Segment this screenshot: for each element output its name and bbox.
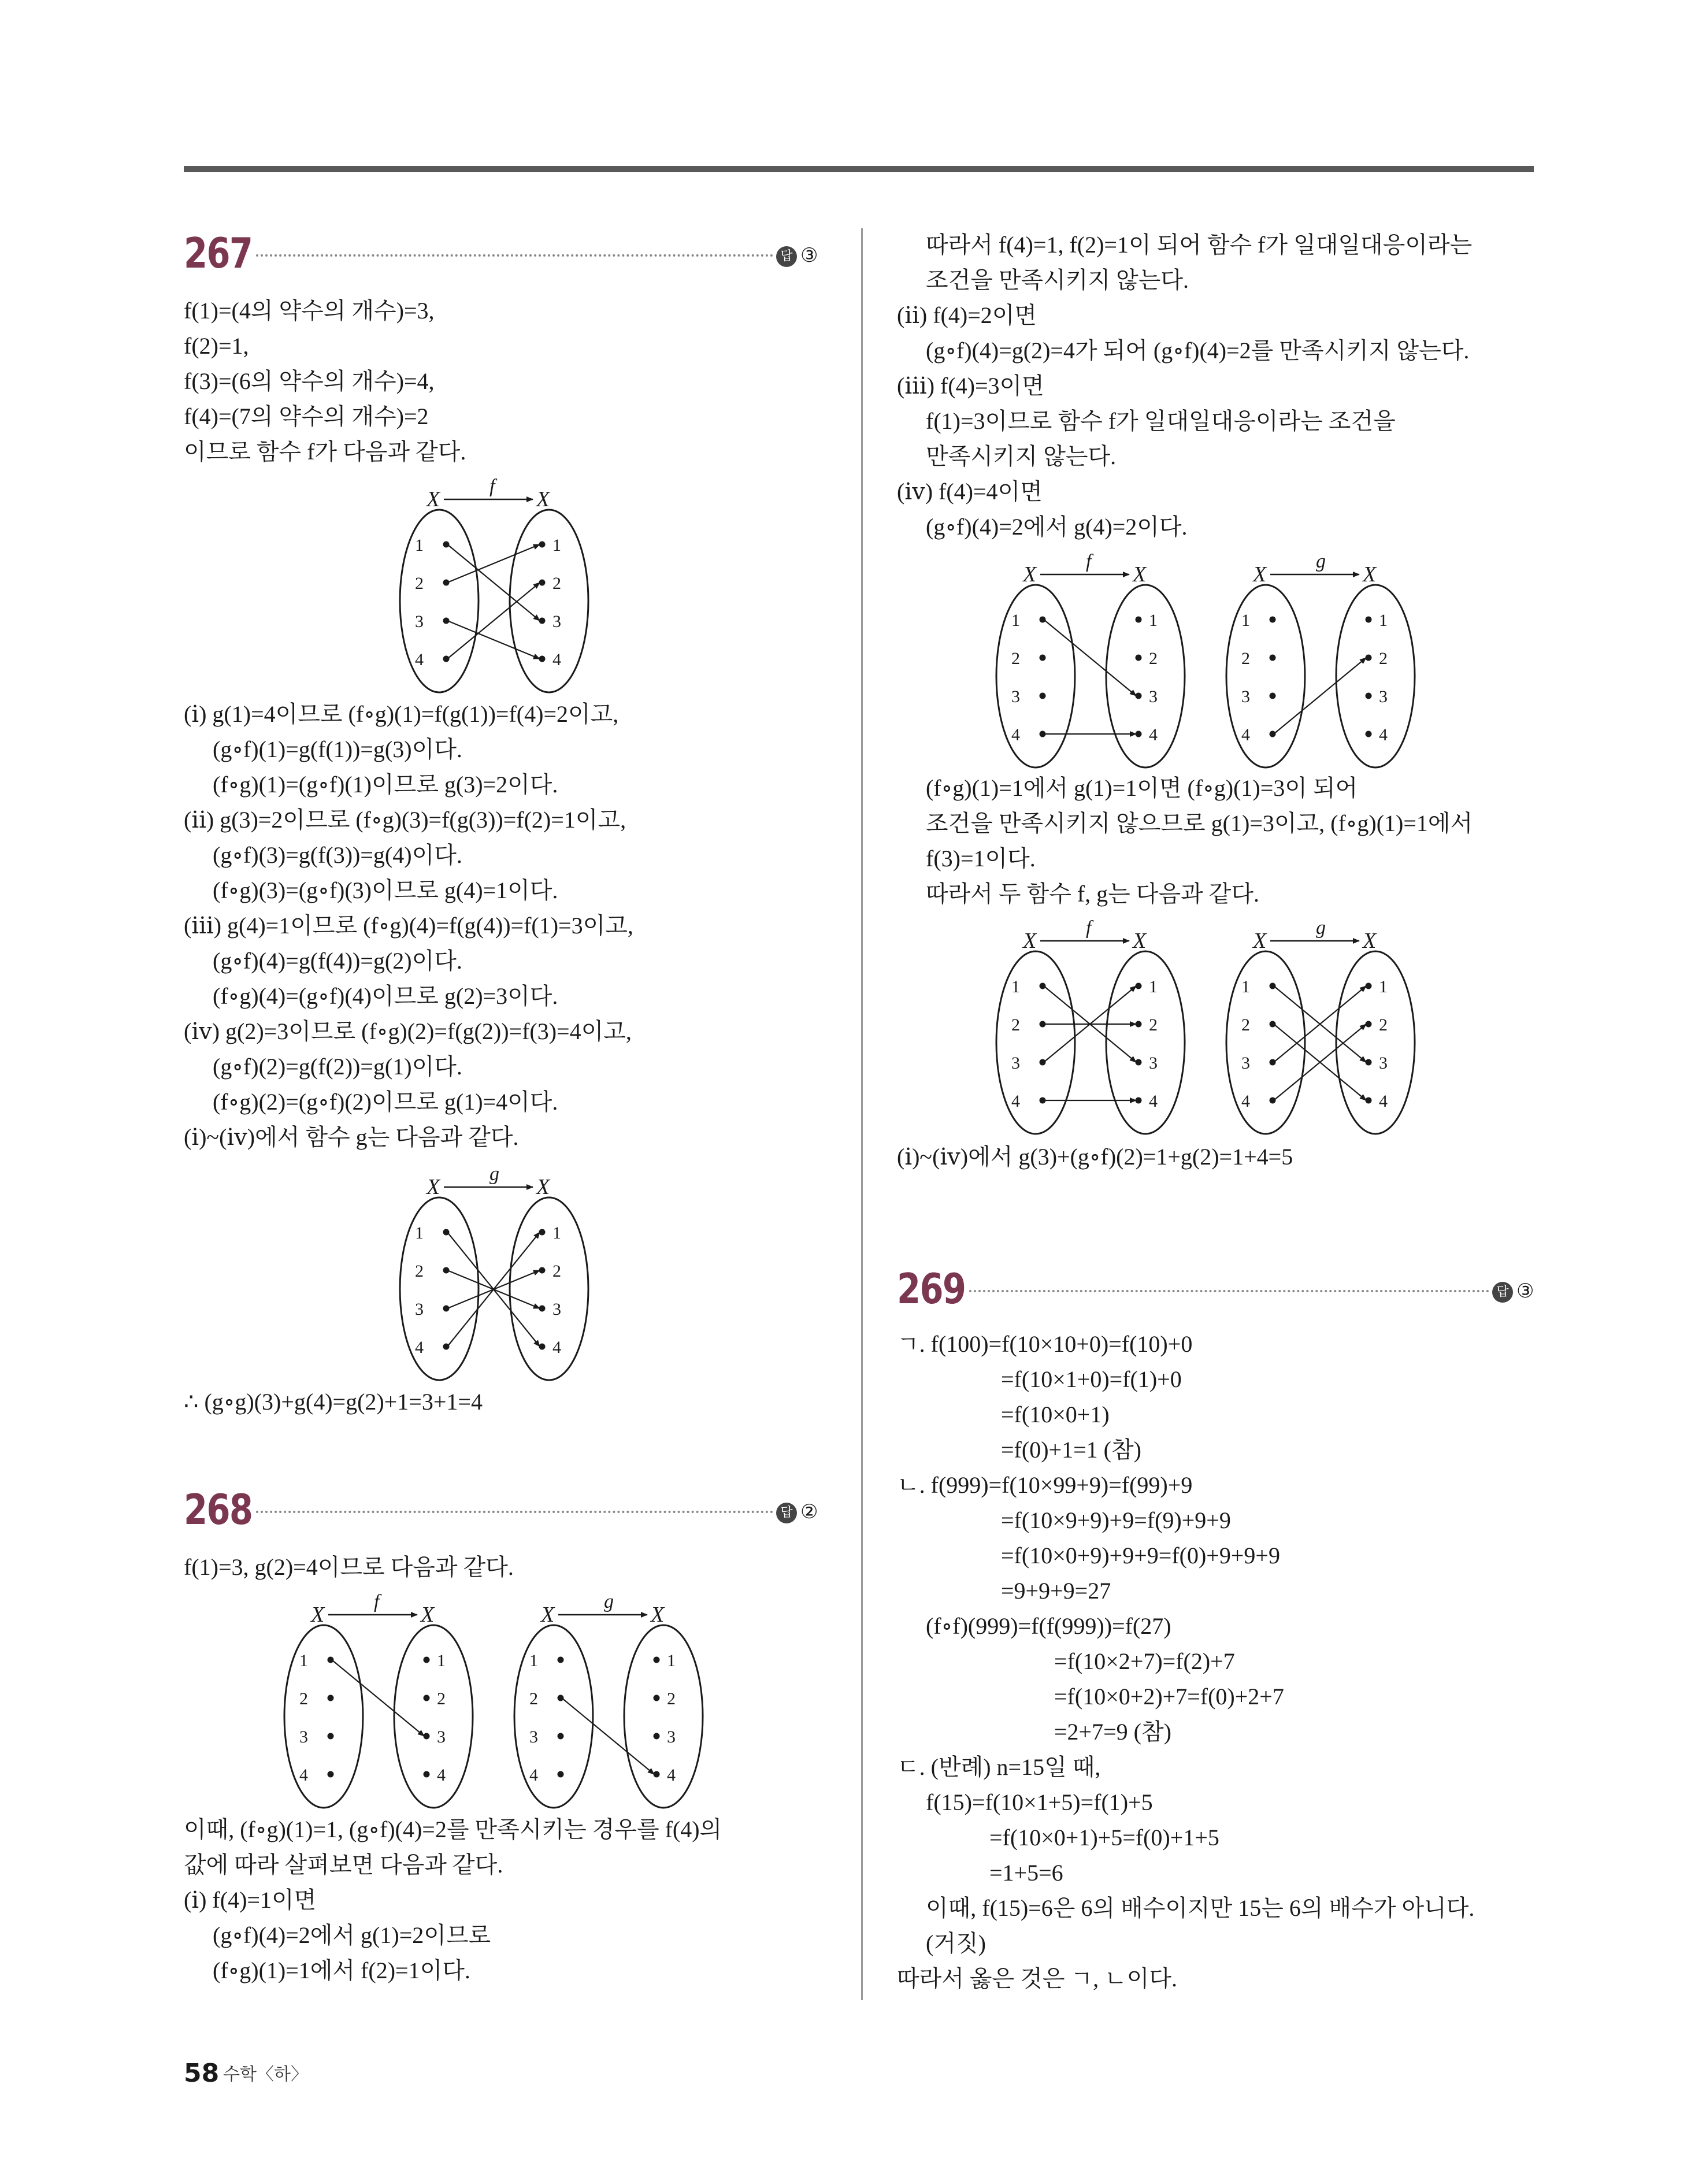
- domain-element-label: 3: [415, 1300, 424, 1319]
- problem-269-line: ㄷ. (반례) n=15일 때,: [897, 1754, 1101, 1780]
- domain-element-label: 2: [1241, 649, 1250, 668]
- problem-268-line: 값에 따라 살펴보면 다음과 같다.: [184, 1852, 503, 1878]
- problem-268-line: (f∘g)(1)=1에서 g(1)=1이면 (f∘g)(1)=3이 되어: [926, 775, 1358, 801]
- codomain-element-label: 2: [1149, 1015, 1158, 1034]
- problem-269-dots: [969, 1290, 1489, 1292]
- domain-element-label: 1: [1241, 977, 1250, 996]
- mapping-diagram-268-g-1: [513, 1590, 721, 1810]
- domain-element-label: 3: [415, 612, 424, 631]
- codomain-point: [1366, 1059, 1372, 1066]
- problem-267-number: 267: [184, 229, 253, 277]
- codomain-point: [1366, 731, 1372, 737]
- domain-set-label: X: [1023, 562, 1037, 587]
- codomain-set-ellipse: [510, 510, 588, 692]
- domain-set-label: X: [311, 1603, 325, 1627]
- codomain-element-label: 3: [1379, 687, 1388, 706]
- codomain-set-ellipse: [1336, 585, 1415, 767]
- problem-268-line: f(1)=3, g(2)=4이므로 다음과 같다.: [184, 1554, 514, 1580]
- codomain-point: [1136, 655, 1142, 661]
- domain-element-label: 2: [529, 1689, 538, 1708]
- domain-point: [1270, 1059, 1276, 1066]
- domain-element-label: 1: [1241, 611, 1250, 630]
- codomain-point: [424, 1657, 430, 1663]
- domain-element-label: 1: [1011, 611, 1020, 630]
- codomain-set-label: X: [1133, 929, 1147, 953]
- problem-267-line: (g∘f)(2)=g(f(2))=g(1)이다.: [213, 1054, 462, 1080]
- top-rule: [184, 166, 1534, 172]
- domain-element-label: 4: [1011, 725, 1020, 744]
- problem-267-line: f(3)=(6의 약수의 개수)=4,: [184, 368, 435, 394]
- codomain-point: [539, 1267, 546, 1274]
- codomain-point: [1366, 693, 1372, 699]
- problem-268-number: 268: [184, 1485, 253, 1534]
- codomain-element-label: 1: [667, 1651, 676, 1670]
- problem-269-line: =f(10×0+1)+5=f(0)+1+5: [989, 1825, 1219, 1851]
- codomain-point: [1136, 693, 1142, 699]
- codomain-point: [654, 1657, 660, 1663]
- function-label: g: [604, 1591, 614, 1612]
- codomain-element-label: 4: [1149, 1092, 1158, 1111]
- problem-267-line: (ⅱ) g(3)=2이므로 (f∘g)(3)=f(g(3))=f(2)=1이고,: [184, 807, 626, 833]
- codomain-point: [1136, 1097, 1142, 1104]
- answer-value: ③: [800, 244, 818, 267]
- domain-point: [558, 1657, 564, 1663]
- problem-269-line: ㄱ. f(100)=f(10×10+0)=f(10)+0: [897, 1331, 1193, 1357]
- codomain-point: [1136, 731, 1142, 737]
- codomain-set-ellipse: [1106, 585, 1185, 767]
- codomain-point: [654, 1695, 660, 1701]
- problem-269-line: 따라서 옳은 것은 ㄱ, ㄴ이다.: [897, 1966, 1178, 1992]
- problem-268-line: 만족시키지 않는다.: [926, 443, 1117, 469]
- domain-point: [1040, 1059, 1046, 1066]
- mapping-diagram-268-f-3: [995, 917, 1203, 1136]
- mapping-arrow: [562, 1698, 654, 1774]
- domain-element-label: 4: [1241, 1092, 1250, 1111]
- problem-267-answer: [776, 243, 818, 268]
- codomain-point: [1366, 1021, 1372, 1028]
- codomain-element-label: 4: [667, 1766, 676, 1785]
- domain-element-label: 2: [1011, 1015, 1020, 1034]
- codomain-element-label: 2: [1379, 649, 1388, 668]
- problem-268-conclusion: (ⅰ)~(ⅳ)에서 g(3)+(g∘f)(2)=1+g(2)=1+4=5: [897, 1144, 1293, 1170]
- codomain-element-label: 2: [552, 1262, 561, 1281]
- problem-268-line: (f∘g)(1)=1에서 f(2)=1이다.: [213, 1957, 470, 1983]
- mapping-arrow: [447, 583, 540, 659]
- codomain-set-ellipse: [510, 1197, 588, 1380]
- codomain-point: [1366, 983, 1372, 989]
- problem-269-answer: [1492, 1278, 1534, 1304]
- problem-267-line: (f∘g)(4)=(g∘f)(4)이므로 g(2)=3이다.: [213, 983, 558, 1009]
- domain-point: [558, 1733, 564, 1740]
- problem-269-line: f(15)=f(10×1+5)=f(1)+5: [926, 1789, 1153, 1815]
- domain-point: [1040, 983, 1046, 989]
- codomain-element-label: 1: [437, 1651, 446, 1670]
- domain-element-label: 4: [299, 1766, 308, 1785]
- codomain-point: [539, 1344, 546, 1350]
- problem-268-line: 조건을 만족시키지 않는다.: [926, 267, 1189, 293]
- codomain-element-label: 1: [1149, 611, 1158, 630]
- mapping-arrow: [447, 544, 540, 621]
- domain-point: [328, 1657, 334, 1663]
- codomain-element-label: 2: [667, 1689, 676, 1708]
- codomain-element-label: 4: [437, 1766, 446, 1785]
- domain-point: [443, 542, 450, 548]
- problem-267-line: (ⅰ) g(1)=4이므로 (f∘g)(1)=f(g(1))=f(4)=2이고,: [184, 701, 619, 727]
- domain-point: [328, 1771, 334, 1778]
- domain-set-ellipse: [996, 585, 1075, 767]
- problem-268-line: (ⅲ) f(4)=3이면: [897, 373, 1044, 399]
- domain-point: [1270, 1097, 1276, 1104]
- mapping-arrow: [447, 544, 540, 583]
- codomain-element-label: 4: [1379, 1092, 1388, 1111]
- codomain-set-ellipse: [394, 1625, 473, 1808]
- function-label: f: [1086, 551, 1092, 572]
- domain-element-label: 4: [415, 1338, 424, 1357]
- problem-269-line: =f(10×2+7)=f(2)+7: [1054, 1648, 1235, 1674]
- codomain-point: [539, 1229, 546, 1236]
- codomain-point: [1136, 1059, 1142, 1066]
- codomain-set-label: X: [421, 1603, 435, 1627]
- codomain-point: [1136, 1021, 1142, 1028]
- domain-set-label: X: [1253, 929, 1267, 953]
- problem-268-line: (g∘f)(4)=2에서 g(4)=2이다.: [926, 514, 1188, 540]
- codomain-element-label: 2: [552, 574, 561, 593]
- codomain-element-label: 1: [552, 536, 561, 555]
- domain-point: [1270, 693, 1276, 699]
- codomain-element-label: 2: [1379, 1015, 1388, 1034]
- problem-268-line: (g∘f)(4)=g(2)=4가 되어 (g∘f)(4)=2를 만족시키지 않는다.: [926, 338, 1470, 364]
- problem-268-line: 조건을 만족시키지 않으므로 g(1)=3이고, (f∘g)(1)=1에서: [926, 810, 1473, 836]
- domain-element-label: 3: [1241, 687, 1250, 706]
- page-number: 58: [184, 2059, 220, 2088]
- domain-element-label: 1: [415, 536, 424, 555]
- mapping-diagram-267-g: [399, 1163, 607, 1382]
- codomain-set-ellipse: [1336, 951, 1415, 1134]
- mapping-arrow: [447, 621, 540, 659]
- codomain-point: [1366, 1097, 1372, 1104]
- domain-element-label: 4: [415, 650, 424, 669]
- domain-set-ellipse: [400, 510, 479, 692]
- problem-267-line: (f∘g)(2)=(g∘f)(2)이므로 g(1)=4이다.: [213, 1089, 558, 1115]
- domain-element-label: 1: [299, 1651, 308, 1670]
- domain-element-label: 3: [1241, 1054, 1250, 1073]
- problem-268-line: (ⅰ) f(4)=1이면: [184, 1887, 317, 1913]
- domain-element-label: 2: [415, 574, 424, 593]
- mapping-diagram-268-g-2: [1225, 550, 1433, 770]
- function-label: g: [489, 1163, 499, 1185]
- problem-269-line: =f(10×0+9)+9+9=f(0)+9+9+9: [1001, 1542, 1280, 1569]
- domain-point: [1270, 617, 1276, 623]
- answer-mark-icon: 답: [776, 1503, 797, 1523]
- domain-point: [1040, 655, 1046, 661]
- domain-element-label: 2: [299, 1689, 308, 1708]
- problem-268-line: 따라서 두 함수 f, g는 다음과 같다.: [926, 881, 1259, 907]
- problem-267-line: (ⅲ) g(4)=1이므로 (f∘g)(4)=f(g(4))=f(1)=3이고,: [184, 913, 633, 939]
- problem-268-line: (ⅳ) f(4)=4이면: [897, 479, 1043, 505]
- domain-element-label: 4: [529, 1766, 538, 1785]
- domain-point: [1270, 983, 1276, 989]
- domain-point: [443, 656, 450, 662]
- function-label: f: [374, 1591, 380, 1612]
- problem-267-conclusion: ∴ (g∘g)(3)+g(4)=g(2)+1=3+1=4: [184, 1389, 483, 1415]
- codomain-element-label: 3: [1149, 1054, 1158, 1073]
- codomain-element-label: 1: [552, 1223, 561, 1243]
- mapping-diagram-268-g-3: [1225, 917, 1433, 1136]
- problem-269-line: =9+9+9=27: [1001, 1578, 1111, 1604]
- codomain-element-label: 2: [437, 1689, 446, 1708]
- problem-268-line: f(1)=3이므로 함수 f가 일대일대응이라는 조건을: [926, 408, 1396, 434]
- domain-set-label: X: [426, 1175, 440, 1199]
- problem-267-line: (g∘f)(1)=g(f(1))=g(3)이다.: [213, 736, 462, 762]
- codomain-set-label: X: [536, 487, 550, 511]
- codomain-element-label: 3: [667, 1727, 676, 1747]
- codomain-element-label: 1: [1379, 977, 1388, 996]
- problem-267-line: (f∘g)(1)=(g∘f)(1)이므로 g(3)=2이다.: [213, 772, 558, 798]
- domain-element-label: 3: [529, 1727, 538, 1747]
- domain-set-ellipse: [1226, 585, 1305, 767]
- codomain-element-label: 1: [1379, 611, 1388, 630]
- problem-268-line: 따라서 f(4)=1, f(2)=1이 되어 함수 f가 일대일대응이라는: [926, 232, 1473, 258]
- function-label: g: [1316, 551, 1326, 572]
- problem-269-line: (f∘f)(999)=f(f(999))=f(27): [926, 1613, 1171, 1639]
- domain-point: [1040, 693, 1046, 699]
- codomain-point: [1136, 983, 1142, 989]
- mapping-arrow: [332, 1660, 424, 1736]
- domain-set-label: X: [1023, 929, 1037, 953]
- codomain-element-label: 3: [552, 1300, 561, 1319]
- codomain-point: [654, 1771, 660, 1778]
- domain-element-label: 2: [1011, 649, 1020, 668]
- codomain-element-label: 4: [1149, 725, 1158, 744]
- codomain-set-label: X: [1363, 562, 1377, 587]
- problem-269-line: =f(0)+1=1 (참): [1001, 1437, 1141, 1463]
- problem-267-line: 이므로 함수 f가 다음과 같다.: [184, 439, 466, 465]
- domain-element-label: 4: [1011, 1092, 1020, 1111]
- domain-element-label: 2: [415, 1262, 424, 1281]
- problem-268-line: (g∘f)(4)=2에서 g(1)=2이므로: [213, 1922, 491, 1948]
- mapping-diagram-268-f-1: [283, 1590, 491, 1810]
- column-divider: [861, 228, 863, 2000]
- codomain-point: [1366, 655, 1372, 661]
- problem-269-line: ㄴ. f(999)=f(10×99+9)=f(99)+9: [897, 1472, 1193, 1498]
- problem-269-line: =f(10×1+0)=f(1)+0: [1001, 1366, 1182, 1392]
- function-label: f: [1086, 917, 1092, 939]
- domain-point: [1040, 617, 1046, 623]
- problem-268-answer: [776, 1499, 818, 1525]
- domain-set-ellipse: [284, 1625, 363, 1808]
- domain-point: [328, 1695, 334, 1701]
- domain-element-label: 4: [1241, 725, 1250, 744]
- codomain-element-label: 1: [1149, 977, 1158, 996]
- mapping-diagram-268-f-2: [995, 550, 1203, 770]
- domain-set-ellipse: [400, 1197, 479, 1380]
- problem-269-line: =f(10×0+1): [1001, 1401, 1110, 1427]
- domain-point: [558, 1695, 564, 1701]
- domain-element-label: 3: [1011, 1054, 1020, 1073]
- codomain-element-label: 4: [552, 1338, 561, 1357]
- problem-269-line: =2+7=9 (참): [1054, 1719, 1171, 1745]
- problem-269-line: =f(10×0+2)+7=f(0)+2+7: [1054, 1684, 1284, 1710]
- codomain-set-ellipse: [1106, 951, 1185, 1134]
- problem-268-line: f(3)=1이다.: [926, 846, 1036, 872]
- codomain-point: [424, 1771, 430, 1778]
- codomain-element-label: 4: [1379, 725, 1388, 744]
- problem-269-number: 269: [897, 1265, 966, 1313]
- problem-267-line: f(1)=(4의 약수의 개수)=3,: [184, 298, 435, 324]
- domain-point: [1270, 731, 1276, 737]
- codomain-set-label: X: [536, 1175, 550, 1199]
- problem-267-line: f(4)=(7의 약수의 개수)=2: [184, 403, 429, 429]
- codomain-point: [539, 580, 546, 586]
- domain-element-label: 3: [1011, 687, 1020, 706]
- problem-267-line: (g∘f)(4)=g(f(4))=g(2)이다.: [213, 948, 462, 974]
- codomain-point: [1366, 617, 1372, 623]
- domain-set-ellipse: [1226, 951, 1305, 1134]
- mapping-arrow: [1044, 620, 1136, 696]
- codomain-point: [539, 542, 546, 548]
- problem-269-line: =f(10×9+9)+9=f(9)+9+9: [1001, 1507, 1231, 1533]
- domain-set-label: X: [1253, 562, 1267, 587]
- codomain-point: [539, 1306, 546, 1312]
- codomain-point: [424, 1695, 430, 1701]
- problem-269-line: =1+5=6: [989, 1860, 1063, 1886]
- answer-mark-icon: 답: [776, 246, 797, 267]
- answer-mark-icon: 답: [1492, 1282, 1513, 1303]
- function-label: f: [489, 476, 495, 497]
- codomain-set-ellipse: [624, 1625, 703, 1808]
- domain-point: [558, 1771, 564, 1778]
- domain-point: [1270, 1021, 1276, 1028]
- mapping-diagram-267-f: [399, 475, 607, 695]
- codomain-element-label: 2: [1149, 649, 1158, 668]
- mapping-arrow: [1274, 658, 1366, 734]
- codomain-point: [1136, 617, 1142, 623]
- domain-point: [1270, 655, 1276, 661]
- domain-set-ellipse: [514, 1625, 593, 1808]
- problem-267-dots: [256, 254, 773, 257]
- domain-element-label: 1: [415, 1223, 424, 1243]
- problem-267-line: (ⅳ) g(2)=3이므로 (f∘g)(2)=f(g(2))=f(3)=4이고,: [184, 1018, 632, 1044]
- codomain-point: [654, 1733, 660, 1740]
- problem-269-line: (거짓): [926, 1930, 986, 1956]
- codomain-set-label: X: [1363, 929, 1377, 953]
- domain-point: [328, 1733, 334, 1740]
- codomain-set-label: X: [651, 1603, 665, 1627]
- codomain-element-label: 3: [437, 1727, 446, 1747]
- codomain-element-label: 3: [1379, 1054, 1388, 1073]
- answer-value: ③: [1516, 1280, 1534, 1303]
- problem-268-line: (ⅱ) f(4)=2이면: [897, 302, 1037, 328]
- domain-element-label: 1: [1011, 977, 1020, 996]
- book-title: 수학〈하〉: [223, 2064, 308, 2085]
- codomain-element-label: 4: [552, 650, 561, 669]
- codomain-element-label: 3: [552, 612, 561, 631]
- domain-set-label: X: [426, 487, 440, 511]
- domain-element-label: 3: [299, 1727, 308, 1747]
- codomain-set-label: X: [1133, 562, 1147, 587]
- problem-269-line: 이때, f(15)=6은 6의 배수이지만 15는 6의 배수가 아니다.: [926, 1895, 1475, 1921]
- domain-set-ellipse: [996, 951, 1075, 1134]
- problem-267-line: (g∘f)(3)=g(f(3))=g(4)이다.: [213, 842, 462, 868]
- problem-267-line: f(2)=1,: [184, 333, 249, 359]
- problem-268-dots: [256, 1511, 773, 1513]
- problem-267-line: (f∘g)(3)=(g∘f)(3)이므로 g(4)=1이다.: [213, 877, 558, 903]
- codomain-point: [424, 1733, 430, 1740]
- answer-value: ②: [800, 1500, 818, 1523]
- function-label: g: [1316, 917, 1326, 939]
- domain-element-label: 1: [529, 1651, 538, 1670]
- codomain-element-label: 3: [1149, 687, 1158, 706]
- domain-element-label: 2: [1241, 1015, 1250, 1034]
- domain-set-label: X: [541, 1603, 555, 1627]
- problem-268-line: 이때, (f∘g)(1)=1, (g∘f)(4)=2를 만족시키는 경우를 f(4)의: [184, 1816, 722, 1842]
- codomain-point: [539, 656, 546, 662]
- problem-267-line: (ⅰ)~(ⅳ)에서 함수 g는 다음과 같다.: [184, 1124, 519, 1150]
- codomain-point: [539, 618, 546, 624]
